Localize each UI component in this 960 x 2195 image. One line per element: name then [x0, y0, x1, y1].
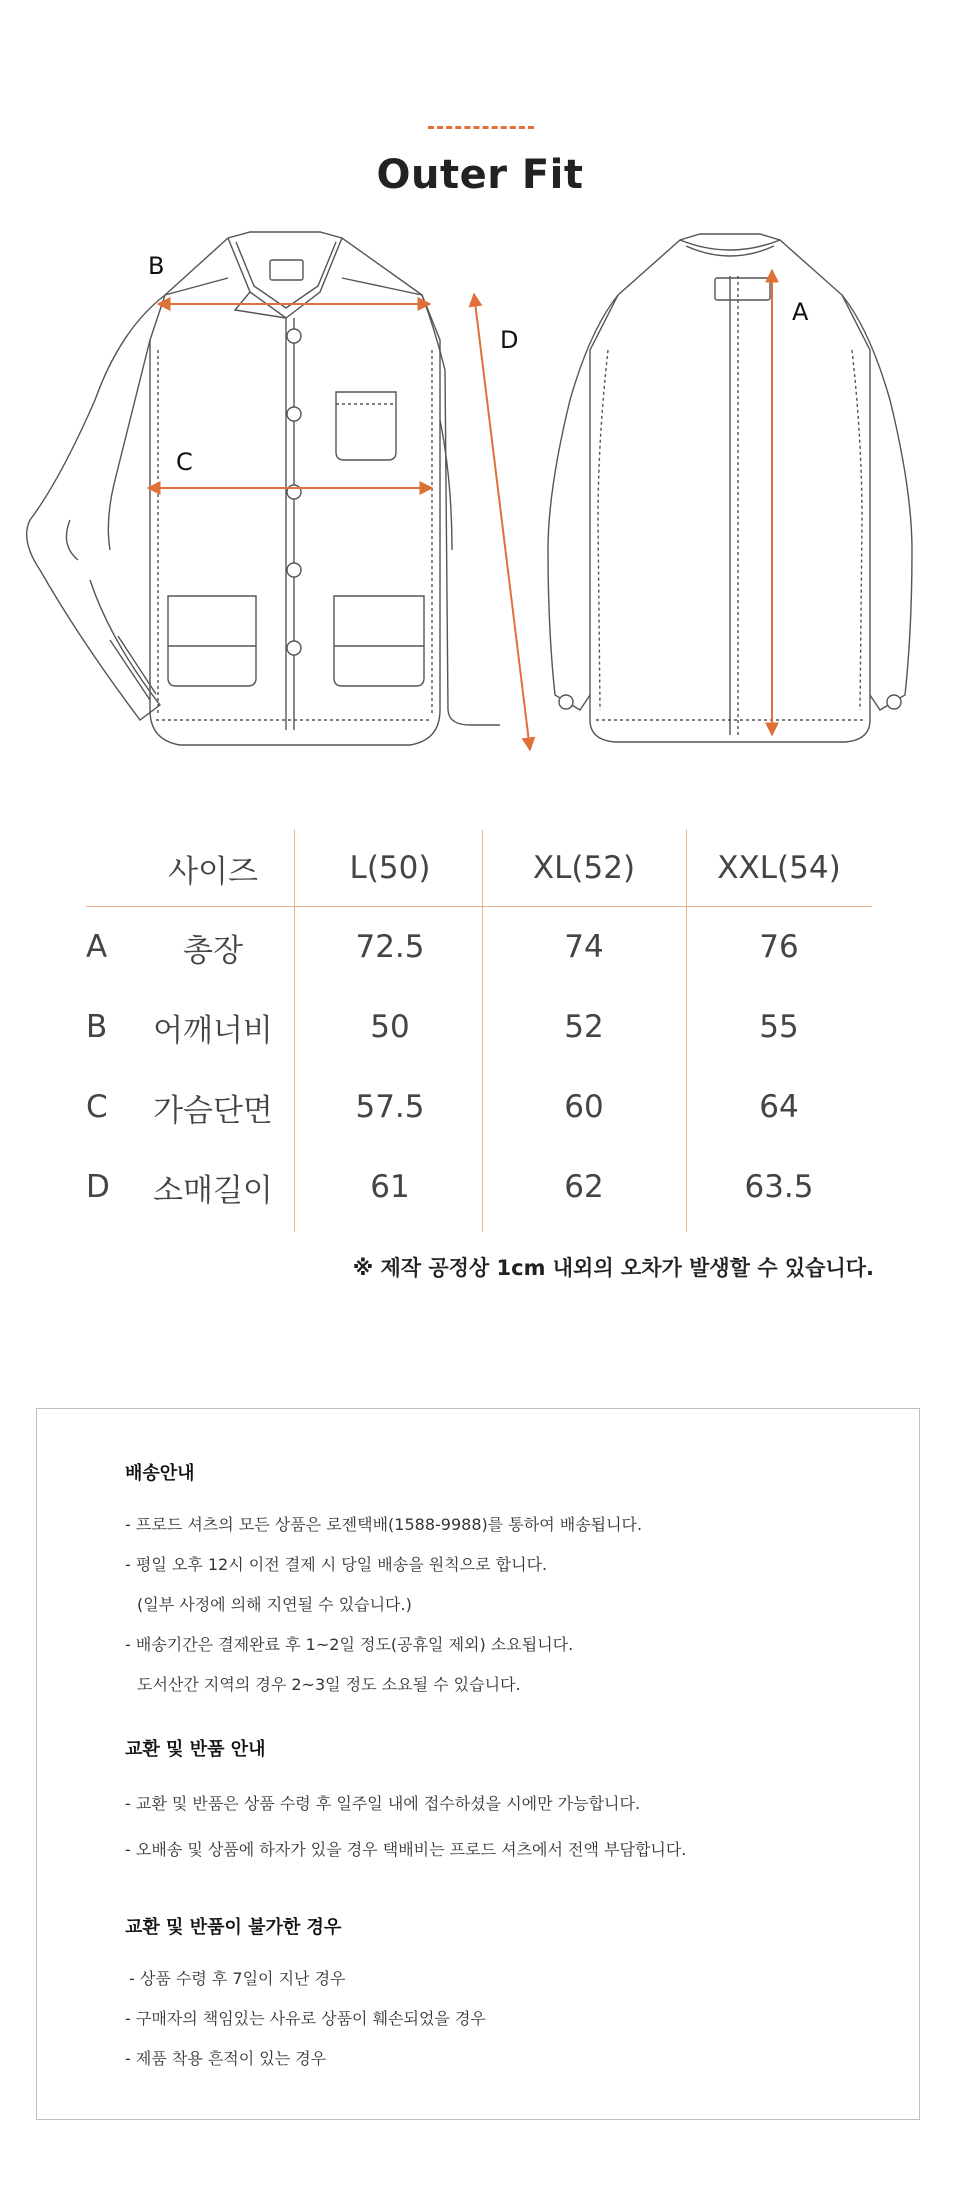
not-allowed-line: - 제품 착용 흔적이 있는 경우 — [125, 2049, 327, 2068]
exchange-section — [125, 1735, 885, 1873]
row-letter: A — [86, 929, 108, 965]
shipping-line: (일부 사정에 의해 지연될 수 있습니다.) — [137, 1595, 412, 1614]
table-row — [86, 1147, 872, 1227]
not-allowed-line: - 상품 수령 후 7일이 지난 경우 — [129, 1969, 346, 1988]
shipping-line: - 배송기간은 결제완료 후 1~2일 정도(공휴일 제외) 소요됩니다. — [125, 1635, 574, 1654]
label-a: A — [792, 298, 809, 326]
not-allowed-title: 교환 및 반품이 불가한 경우 — [125, 1917, 342, 1938]
row-value-l: 57.5 — [355, 1089, 425, 1125]
title-accent-dashes — [428, 126, 534, 129]
info-box — [36, 1408, 920, 2120]
row-value-l: 50 — [370, 1009, 410, 1045]
label-d: D — [500, 326, 519, 354]
row-value-l: 61 — [370, 1169, 410, 1205]
row-letter: B — [86, 1009, 108, 1045]
measure-d-arrow — [474, 294, 530, 750]
shipping-title: 배송안내 — [125, 1463, 195, 1484]
header-l: L(50) — [349, 850, 431, 886]
table-header-row — [86, 830, 872, 907]
label-b: B — [148, 252, 165, 280]
exchange-line: - 오배송 및 상품에 하자가 있을 경우 택배비는 프로드 셔츠에서 전액 부담합니다. — [125, 1840, 687, 1859]
row-name: 가슴단면 — [153, 1092, 273, 1129]
table-row — [86, 1067, 872, 1147]
row-name: 소매길이 — [153, 1172, 273, 1209]
row-value-xl: 74 — [564, 929, 604, 965]
label-c: C — [176, 448, 193, 476]
shipping-line: - 평일 오후 12시 이전 결제 시 당일 배송을 원칙으로 합니다. — [125, 1555, 548, 1574]
not-allowed-line: - 구매자의 책임있는 사유로 상품이 훼손되었을 경우 — [125, 2009, 486, 2028]
page-title: Outer Fit — [376, 152, 584, 198]
row-value-xxl: 63.5 — [744, 1169, 814, 1205]
row-value-xl: 52 — [564, 1009, 604, 1045]
row-letter: C — [86, 1089, 108, 1125]
row-value-xxl: 55 — [759, 1009, 799, 1045]
not-allowed-section — [125, 1913, 885, 2079]
table-row — [86, 987, 872, 1067]
row-value-xl: 62 — [564, 1169, 604, 1205]
row-value-xxl: 64 — [759, 1089, 799, 1125]
row-value-xxl: 76 — [759, 929, 799, 965]
table-row — [86, 907, 872, 987]
tolerance-notice: ※ 제작 공정상 1cm 내외의 오차가 발생할 수 있습니다. — [352, 1256, 874, 1280]
shipping-line: 도서산간 지역의 경우 2~3일 정도 소요될 수 있습니다. — [137, 1675, 521, 1694]
shipping-line: - 프로드 셔츠의 모든 상품은 로젠택배(1588-9988)를 통하여 배송됩니다. — [125, 1515, 643, 1534]
header-size: 사이즈 — [168, 853, 258, 890]
row-name: 총장 — [183, 932, 243, 969]
row-letter: D — [86, 1169, 110, 1205]
shipping-section — [125, 1459, 885, 1705]
size-table — [86, 830, 872, 1227]
jacket-back-view — [548, 234, 912, 742]
row-value-xl: 60 — [564, 1089, 604, 1125]
jacket-diagram — [0, 220, 960, 780]
header-xl: XL(52) — [532, 850, 636, 886]
row-value-l: 72.5 — [355, 929, 425, 965]
row-name: 어깨너비 — [153, 1012, 273, 1049]
exchange-line: - 교환 및 반품은 상품 수령 후 일주일 내에 접수하셨을 시에만 가능합니다. — [125, 1794, 641, 1813]
exchange-title: 교환 및 반품 안내 — [125, 1739, 266, 1760]
header-xxl: XXL(54) — [717, 850, 841, 886]
